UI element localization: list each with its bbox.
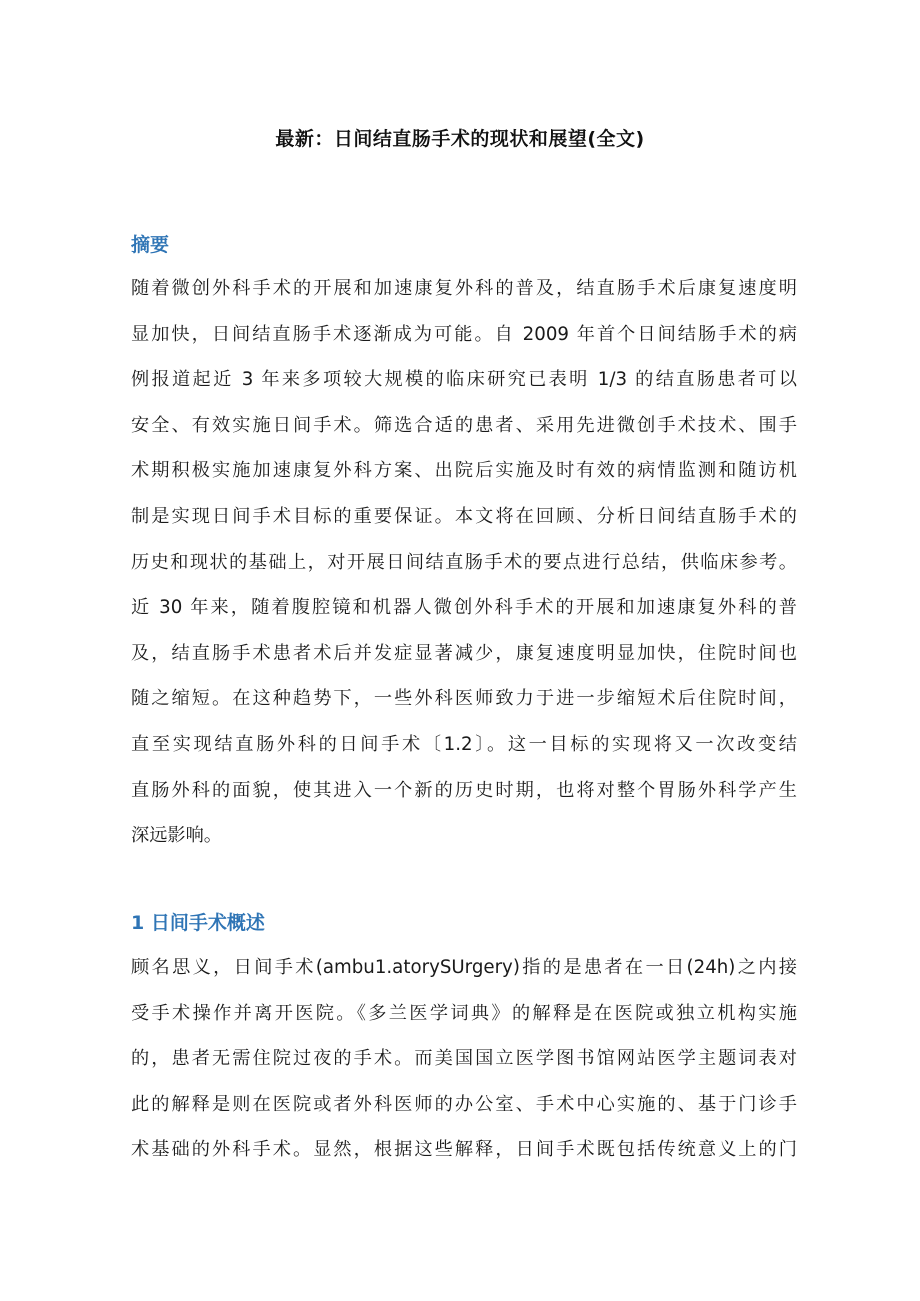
text-line: 此的解释是则在医院或者外科医师的办公室、手术中心实施的、基于门诊手 (131, 1093, 797, 1115)
abstract-paragraph (131, 266, 797, 859)
text-line: 术基础的外科手术。显然，根据这些解释，日间手术既包括传统意义上的门 (131, 1139, 797, 1161)
text-line: 的，患者无需住院过夜的手术。而美国国立医学图书馆网站医学主题词表对 (131, 1048, 797, 1070)
text-line: 深远影响。 (131, 825, 222, 847)
text-line: 术期积极实施加速康复外科方案、出院后实施及时有效的病情监测和随访机 (131, 460, 797, 482)
text-line: 随着微创外科手术的开展和加速康复外科的普及，结直肠手术后康复速度明 (131, 278, 797, 299)
text-line: 直肠外科的面貌，使其进入一个新的历史时期，也将对整个胃肠外科学产生 (131, 779, 797, 801)
text-line: 受手术操作并离开医院。《多兰医学词典》的解释是在医院或独立机构实施 (131, 1002, 797, 1024)
text-line: 直至实现结直肠外科的日间手术〔1.2〕。这一目标的实现将又一次改变结 (131, 733, 797, 755)
text-line: 显加快，日间结直肠手术逐渐成为可能。自 2009 年首个日间结肠手术的病 (131, 323, 797, 345)
section-heading-abstract: 摘要 (131, 234, 170, 256)
text-line: 近 30 年来，随着腹腔镜和机器人微创外科手术的开展和加速康复外科的普 (131, 597, 797, 619)
text-line: 安全、有效实施日间手术。筛选合适的患者、采用先进微创手术技术、围手 (131, 414, 797, 436)
text-line: 历史和现状的基础上，对开展日间结直肠手术的要点进行总结，供临床参考。 (131, 551, 797, 573)
document-title: 最新：日间结直肠手术的现状和展望(全文) (275, 128, 645, 150)
text-line: 制是实现日间手术目标的重要保证。本文将在回顾、分析日间结直肠手术的 (131, 505, 797, 527)
text-line: 随之缩短。在这种趋势下，一些外科医师致力于进一步缩短术后住院时间， (131, 688, 797, 710)
section-1-paragraph (131, 945, 797, 1173)
text-line: 例报道起近 3 年来多项较大规模的临床研究已表明 1/3 的结直肠患者可以 (131, 369, 797, 391)
text-line: 及，结直肠手术患者术后并发症显著减少，康复速度明显加快，住院时间也 (131, 642, 797, 664)
text-line: 顾名思义，日间手术(ambu1.atorySUrgery)指的是患者在一日(24h)之内接 (131, 957, 797, 978)
section-heading-1: 1 日间手术概述 (131, 912, 265, 934)
